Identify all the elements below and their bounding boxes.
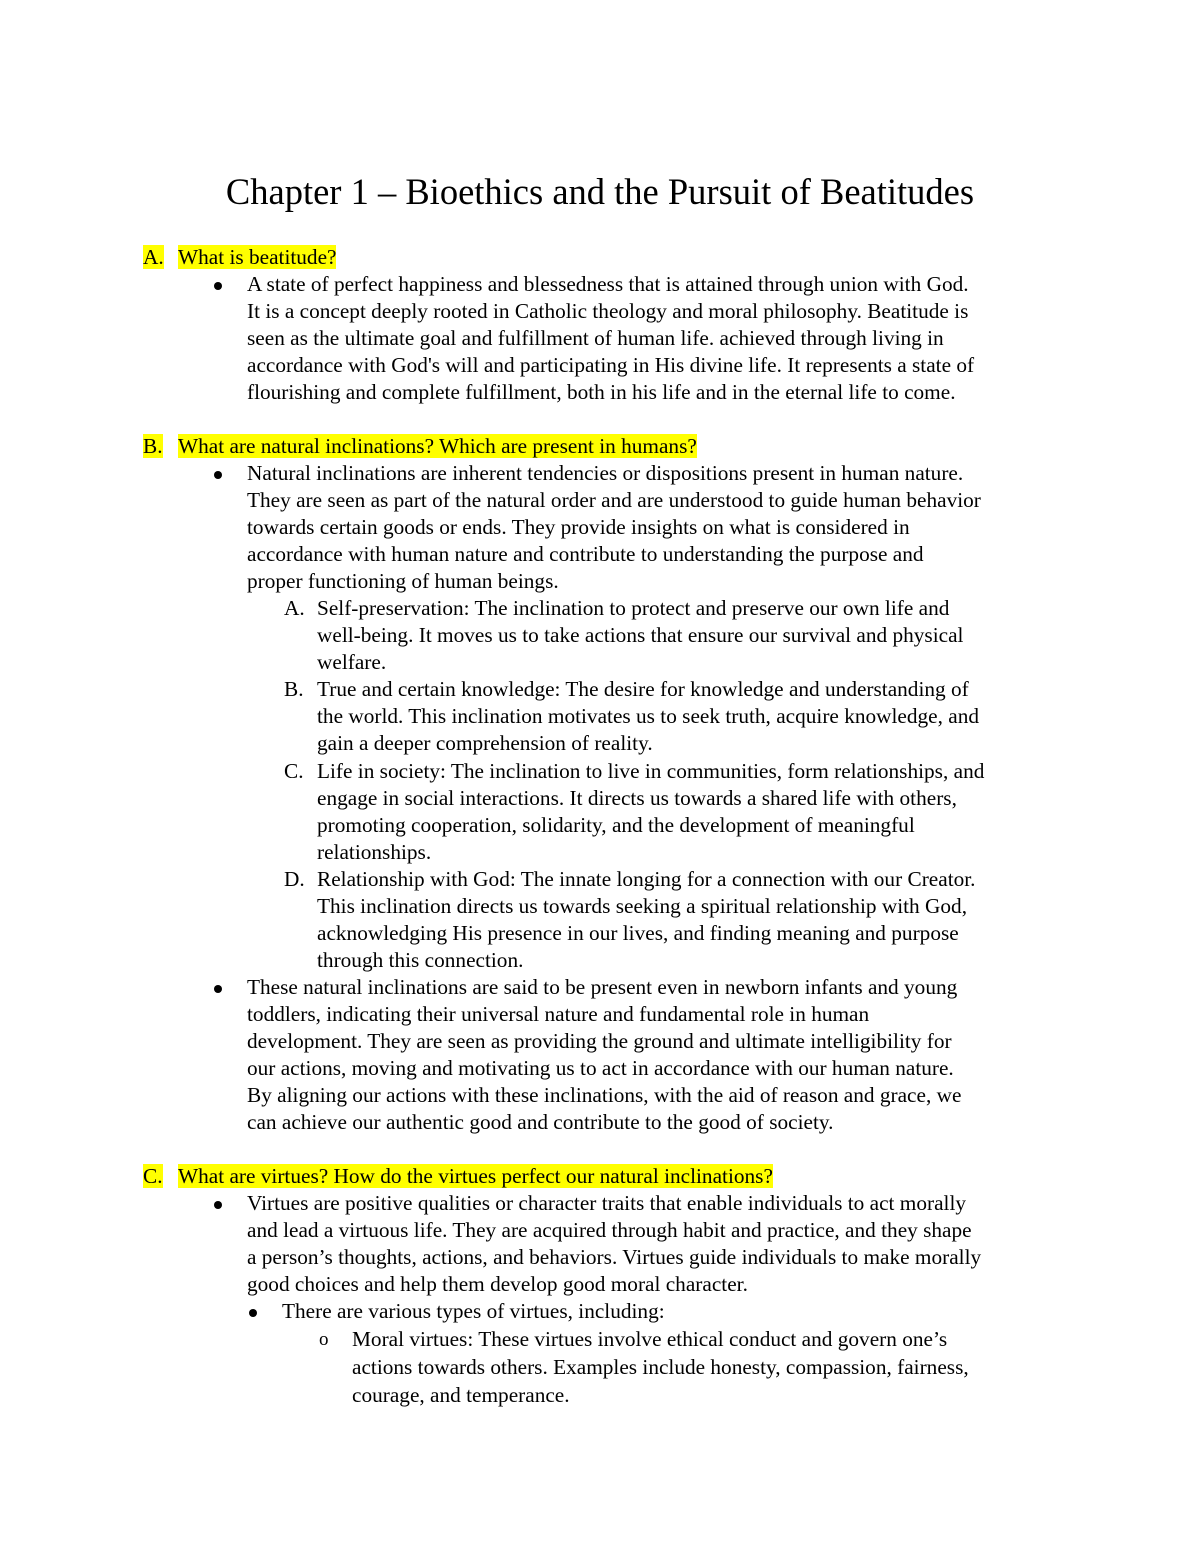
bullet-icon — [249, 1309, 257, 1317]
bullet-icon — [214, 985, 222, 993]
text-line: proper functioning of human beings. — [247, 569, 559, 593]
text-line: development. They are seen as providing the ground and ultimate intelligibility for — [247, 1029, 952, 1053]
text-line: and lead a virtuous life. They are acquired through habit and practice, and they shape — [247, 1218, 972, 1242]
text-line: toddlers, indicating their universal nature and fundamental role in human — [247, 1002, 870, 1026]
text-line: Natural inclinations are inherent tendencies or dispositions present in human nature. — [247, 461, 964, 485]
text-line: Relationship with God: The innate longing for a connection with our Creator. — [317, 867, 976, 891]
text-line: towards certain goods or ends. They provide insights on what is considered in — [247, 515, 910, 539]
text-line: accordance with human nature and contribute to understanding the purpose and — [247, 542, 924, 566]
section-a-question: What is beatitude? — [178, 245, 337, 269]
text-line: Self-preservation: The inclination to protect and preserve our own life and — [317, 596, 950, 620]
section-a-marker: A. — [143, 245, 164, 269]
text-line: There are various types of virtues, including: — [282, 1299, 665, 1323]
section-c-marker: C. — [143, 1164, 163, 1188]
text-line: These natural inclinations are said to be present even in newborn infants and young — [247, 975, 958, 999]
text-line: actions towards others. Examples include honesty, compassion, fairness, — [352, 1355, 969, 1379]
text-line: a person’s thoughts, actions, and behaviors. Virtues guide individuals to make morally — [247, 1245, 982, 1269]
text-line: promoting cooperation, solidarity, and the development of meaningful — [317, 813, 915, 837]
section-b-question: What are natural inclinations? Which are present in humans? — [178, 434, 697, 458]
bullet-icon — [214, 471, 222, 479]
subitem-marker: B. — [284, 677, 304, 701]
subitem-marker: A. — [284, 596, 305, 620]
text-line: Moral virtues: These virtues involve ethical conduct and govern one’s — [352, 1327, 948, 1351]
text-line: relationships. — [317, 840, 432, 864]
text-line: acknowledging His presence in our lives, and finding meaning and purpose — [317, 921, 959, 945]
text-line: welfare. — [317, 650, 387, 674]
text-line: engage in social interactions. It directs us towards a shared life with others, — [317, 786, 957, 810]
text-line: accordance with God's will and participating in His divine life. It represents a state of — [247, 353, 975, 377]
text-line: gain a deeper comprehension of reality. — [317, 731, 653, 755]
text-line: the world. This inclination motivates us to seek truth, acquire knowledge, and — [317, 704, 980, 728]
bullet-icon — [214, 1201, 222, 1209]
text-line: A state of perfect happiness and blessedness that is attained through union with God. — [247, 272, 969, 296]
text-line: They are seen as part of the natural order and are understood to guide human behavior — [247, 488, 981, 512]
text-line: By aligning our actions with these inclinations, with the aid of reason and grace, we — [247, 1083, 962, 1107]
bullet-icon — [214, 282, 222, 290]
subitem-marker: C. — [284, 759, 304, 783]
circle-bullet-icon: o — [319, 1329, 329, 1350]
text-line: our actions, moving and motivating us to act in accordance with our human nature. — [247, 1056, 954, 1080]
text-line: True and certain knowledge: The desire for knowledge and understanding of — [317, 677, 969, 701]
text-line: good choices and help them develop good moral character. — [247, 1272, 748, 1296]
page-title: Chapter 1 – Bioethics and the Pursuit of Beatitudes — [225, 171, 975, 212]
text-line: This inclination directs us towards seeking a spiritual relationship with God, — [317, 894, 968, 918]
text-line: seen as the ultimate goal and fulfillment of human life. achieved through living in — [247, 326, 944, 350]
text-line: can achieve our authentic good and contribute to the good of society. — [247, 1110, 834, 1134]
text-line: It is a concept deeply rooted in Catholic theology and moral philosophy. Beatitude is — [247, 299, 969, 323]
text-line: through this connection. — [317, 948, 524, 972]
text-line: well-being. It moves us to take actions that ensure our survival and physical — [317, 623, 964, 647]
subitem-marker: D. — [284, 867, 305, 891]
section-b-marker: B. — [143, 434, 163, 458]
text-line: Life in society: The inclination to live in communities, form relationships, and — [317, 759, 985, 783]
section-c-question: What are virtues? How do the virtues perfect our natural inclinations? — [178, 1164, 773, 1188]
text-line: courage, and temperance. — [352, 1383, 570, 1407]
text-line: Virtues are positive qualities or character traits that enable individuals to act morally — [247, 1191, 967, 1215]
text-line: flourishing and complete fulfillment, both in his life and in the eternal life to come. — [247, 380, 956, 404]
